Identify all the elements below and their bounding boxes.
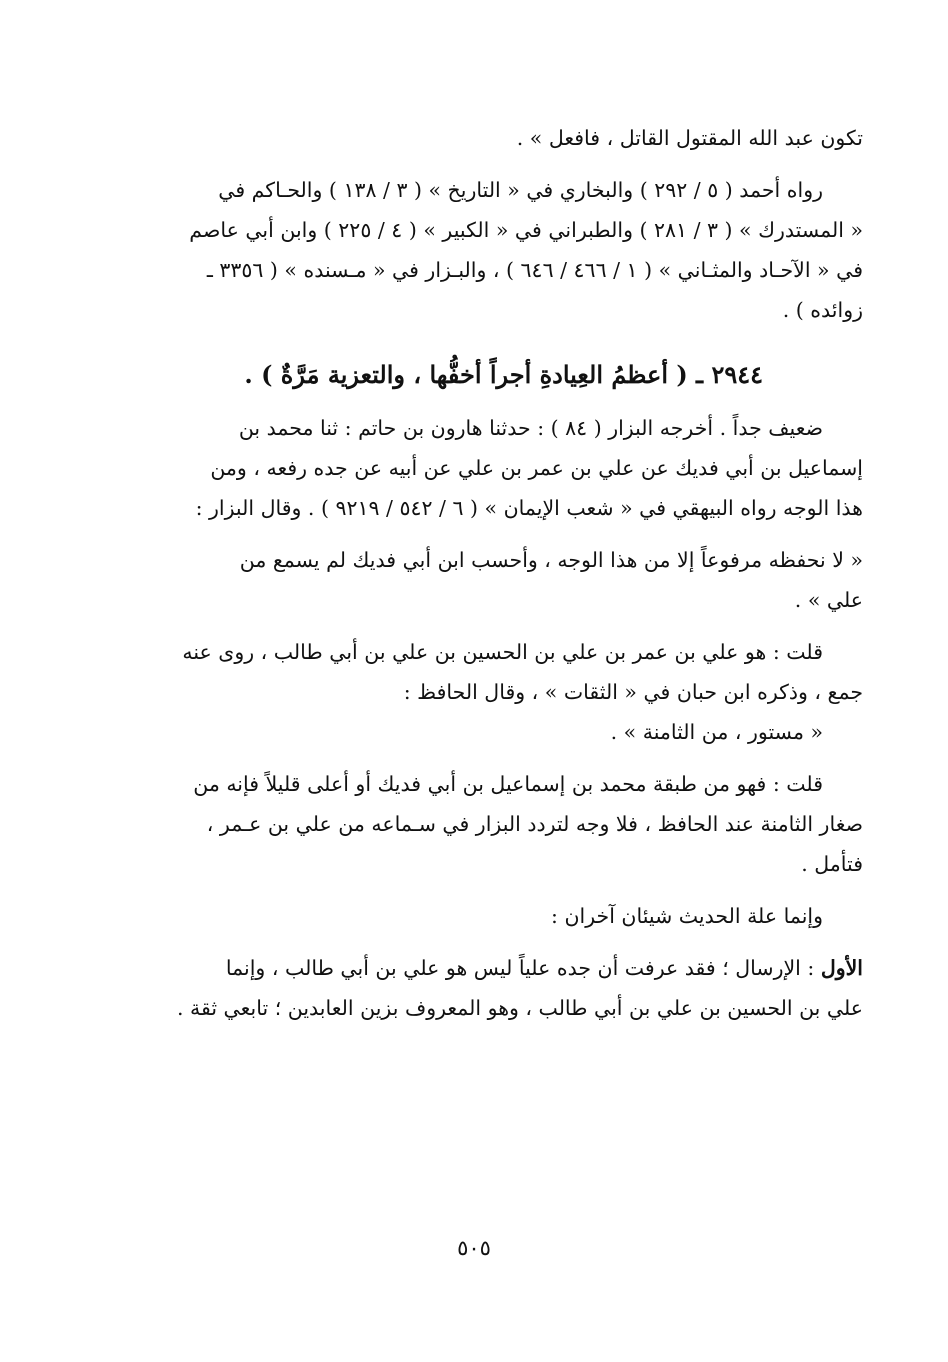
paragraph-line: فتأمل . bbox=[801, 852, 863, 876]
hadith-heading: ٢٩٤٤ ـ ( أعظمُ العِيادةِ أجراً أخفُّها ، والتعزية مَرَّةٌ ) . bbox=[244, 360, 763, 389]
paragraph-illness-intro: وإنما علة الحديث شيئان آخران : bbox=[551, 904, 823, 928]
paragraph-line: علي بن الحسين بن علي بن أبي طالب ، وهو المعروف بزين العابدين ؛ تابعي ثقة . bbox=[176, 996, 863, 1020]
page-body bbox=[118, 118, 863, 1028]
paragraph-line: صغار الثامنة عند الحافظ ، فلا وجه لتردد البزار في سـماعه من علي بن عـمر ، bbox=[206, 812, 863, 836]
paragraph-line bbox=[118, 948, 863, 988]
paragraph-line: هذا الوجه رواه البيهقي في « شعب الإيمان » ( ٦ / ٥٤٢ / ٩٢١٩ ) . وقال البزار : bbox=[195, 496, 863, 520]
paragraph-line: « المستدرك » ( ٣ / ٢٨١ ) والطبراني في « الكبير » ( ٤ / ٢٢٥ ) وابن أبي عاصم bbox=[189, 218, 863, 242]
page-number: ٥٠٥ bbox=[457, 1236, 491, 1260]
paragraph-line: ضعيف جداً . أخرجه البزار ( ٨٤ ) : حدثنا هارون بن حاتم : ثنا محمد بن bbox=[238, 416, 823, 440]
paragraph-line: زوائده ) . bbox=[782, 298, 863, 322]
paragraph-line: إسماعيل بن أبي فديك عن علي بن عمر بن علي عن أبيه عن جده رفعه ، ومن bbox=[210, 456, 863, 480]
paragraph-line: رواه أحمد ( ٥ / ٢٩٢ ) والبخاري في « التاريخ » ( ٣ / ١٣٨ ) والحـاكم في bbox=[218, 178, 823, 202]
paragraph-line: في « الآحـاد والمثـاني » ( ١ / ٤٦٦ / ٦٤٦ ) ، والبـزار في « مـسنده » ( ٣٣٥٦ ـ bbox=[206, 258, 863, 282]
first-cause-text: : الإرسال ؛ فقد عرفت أن جده علياً ليس هو علي بن أبي طالب ، وإنما bbox=[225, 956, 821, 980]
paragraph-line: قلت : هو علي بن عمر بن علي بن الحسين بن علي بن أبي طالب ، روى عنه bbox=[182, 640, 823, 664]
paragraph-line: « لا نحفظه مرفوعاً إلا من هذا الوجه ، وأحسب ابن أبي فديك لم يسمع من bbox=[239, 548, 863, 572]
paragraph-line: جمع ، وذكره ابن حبان في « الثقات » ، وقال الحافظ : bbox=[403, 680, 863, 704]
paragraph-first-cause bbox=[118, 948, 863, 1028]
paragraph-line: قلت : فهو من طبقة محمد بن إسماعيل بن أبي فديك أو أعلى قليلاً فإنه من bbox=[193, 772, 823, 796]
paragraph-quote-hafiz: « مستور ، من الثامنة » . bbox=[610, 720, 823, 744]
paragraph-quote-bazzar bbox=[118, 540, 863, 620]
paragraph-grading bbox=[118, 408, 863, 528]
paragraph-line: تكون عبد الله المقتول القاتل ، فافعل » . bbox=[516, 126, 863, 150]
paragraph-takhrij bbox=[118, 170, 863, 330]
paragraph-line: علي » . bbox=[794, 588, 863, 612]
paragraph-analysis bbox=[118, 764, 863, 884]
first-label: الأول bbox=[820, 956, 863, 980]
paragraph-narrator bbox=[118, 632, 863, 712]
